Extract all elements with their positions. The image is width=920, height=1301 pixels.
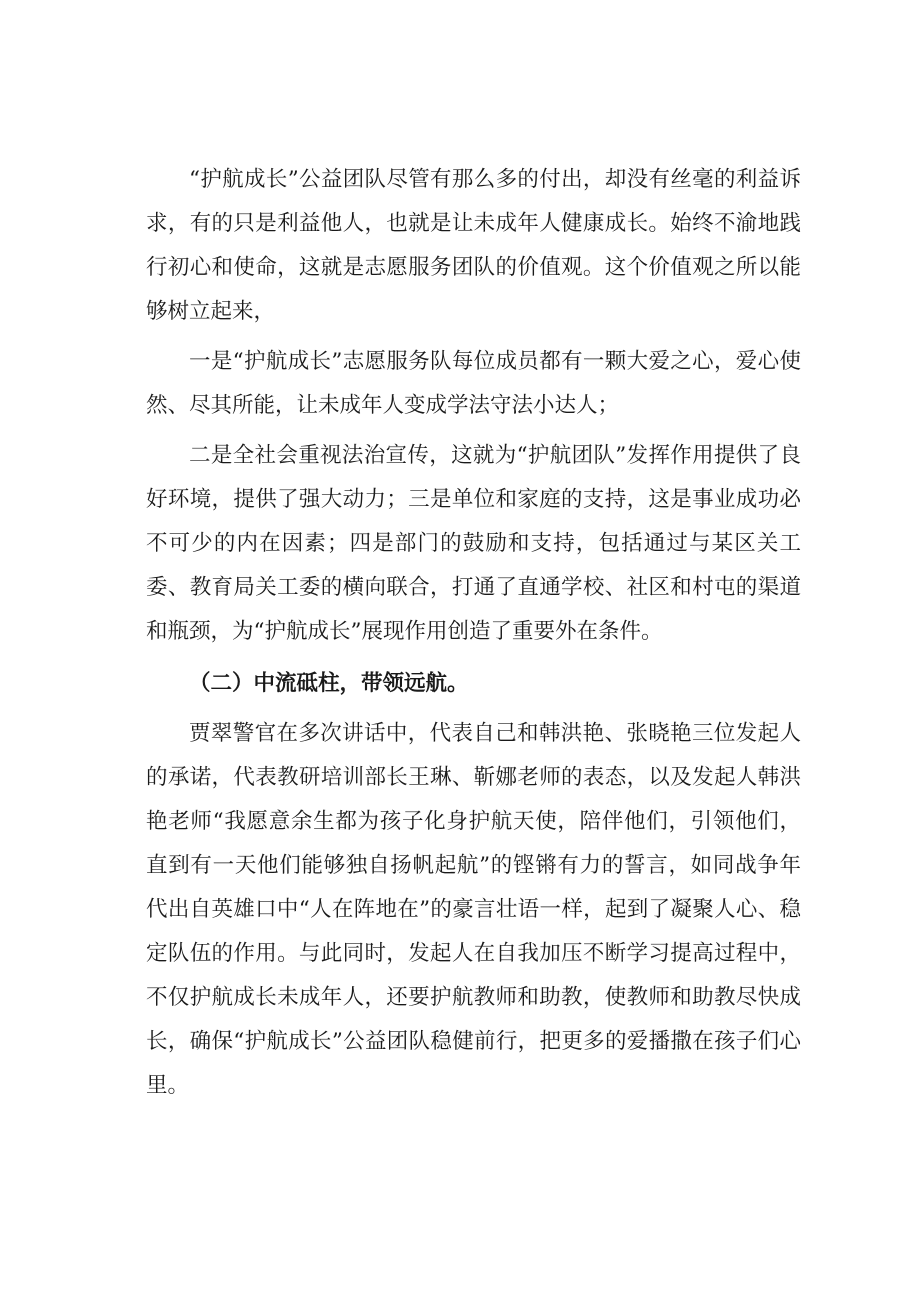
paragraph-point-one: 一是“护航成长”志愿服务队每位成员都有一颗大爱之心，爱心使然、尽其所能，让未成年人变成学法守法小达人； — [146, 349, 801, 418]
paragraph-values: “护航成长”公益团队尽管有那么多的付出，却没有丝毫的利益诉求，有的只是利益他人，也就是让未成年人健康成长。始终不渝地践行初心和使命，这就是志愿服务团队的价值观。这个价值观之所以能够树立起来， — [146, 167, 801, 324]
section-heading: （二）中流砥柱，带领远航。 — [189, 671, 469, 696]
paragraph-points-two-to-four: 二是全社会重视法治宣传，这就为“护航团队”发挥作用提供了良好环境，提供了强大动力；三是单位和家庭的支持，这是事业成功必不可少的内在因素；四是部门的鼓励和支持，包括通过与某区关工委、教育局关工委的横向联合，打通了直通学校、社区和村屯的渠道和瓶颈，为“护航成长”展现作用创造了重要外在条件。 — [146, 443, 801, 644]
document-page — [146, 158, 801, 1108]
paragraph-leadership: 贾翠警官在多次讲话中，代表自己和韩洪艳、张晓艳三位发起人的承诺，代表教研培训部长王琳、靳娜老师的表态，以及发起人韩洪艳老师“我愿意余生都为孩子化身护航天使，陪伴他们，引领他们，直到有一天他们能够独自扬帆起航”的铿锵有力的誓言，如同战争年代出自英雄口中“人在阵地在”的豪言壮语一样，起到了凝聚人心、稳定队伍的作用。与此同时，发起人在自我加压不断学习提高过程中，不仅护航成长未成年人，还要护航教师和助教，使教师和助教尽快成长，确保“护航成长”公益团队稳健前行，把更多的爱播撒在孩子们心里。 — [146, 721, 801, 1098]
